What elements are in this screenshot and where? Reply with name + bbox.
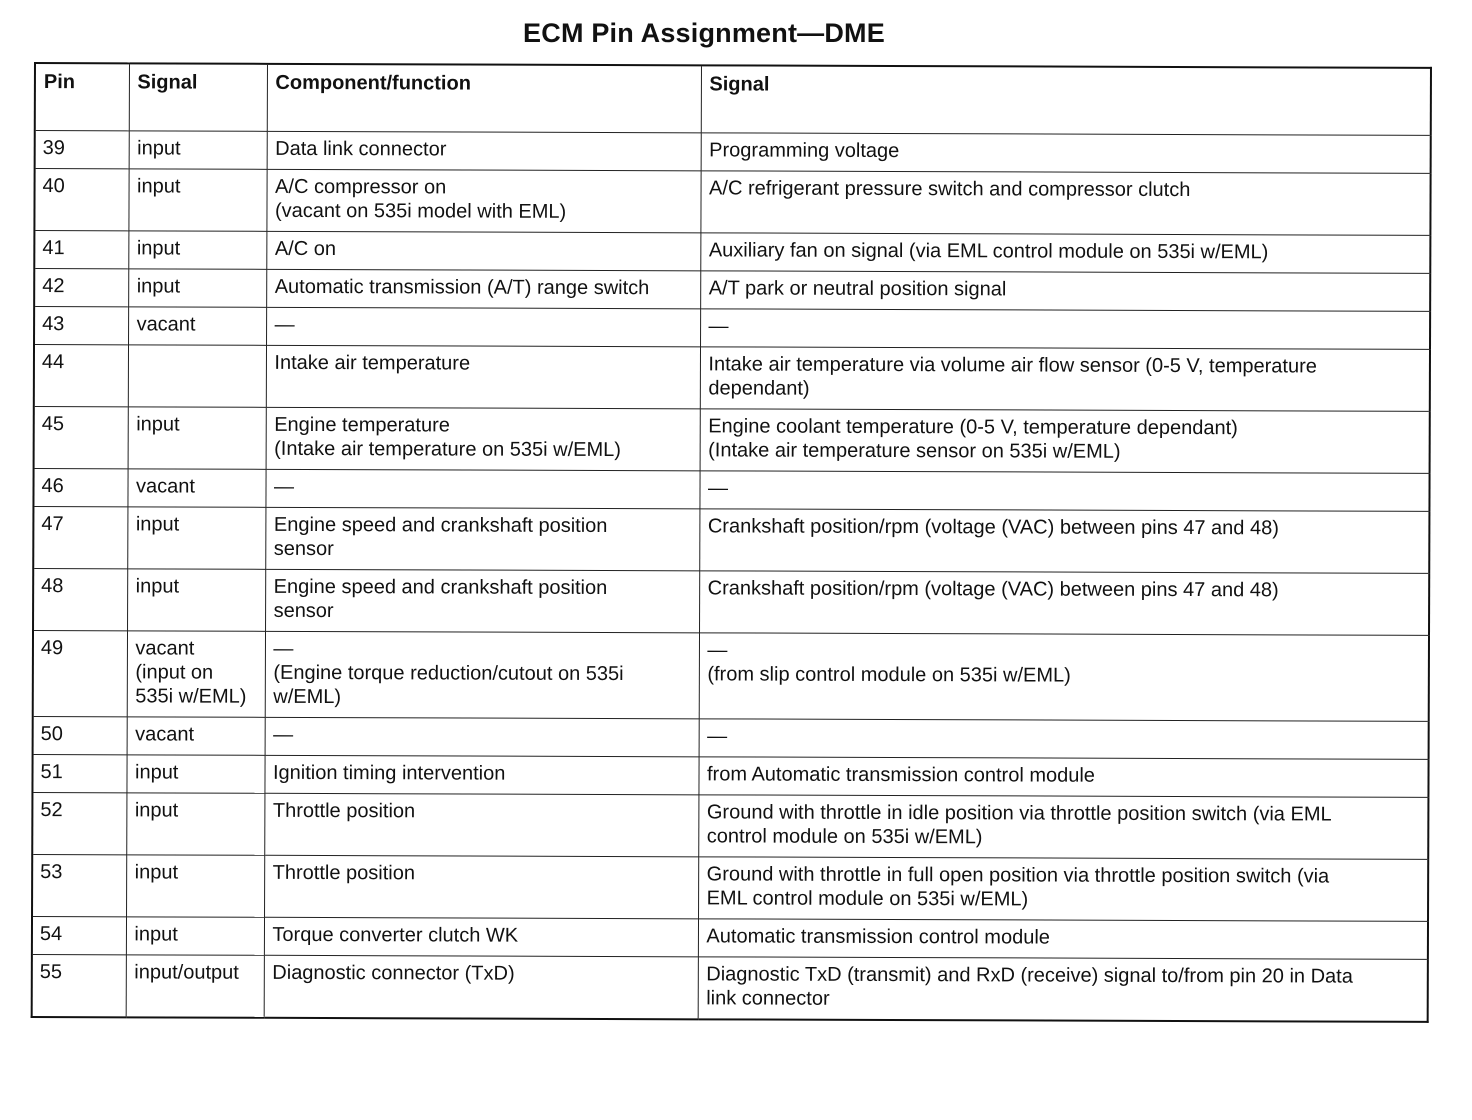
cell-signal-line: (input on — [135, 661, 214, 684]
cell-signal — [126, 793, 264, 855]
table-row — [34, 345, 1430, 412]
cell-signal — [128, 269, 266, 307]
cell-signal-description — [698, 919, 1428, 960]
cell-signal — [127, 569, 265, 631]
cell-signal — [129, 131, 267, 169]
cell-component-function — [266, 231, 700, 271]
cell-signal-description-line: Crankshaft position/rpm (voltage (VAC) between pins 47 and 48) — [707, 577, 1279, 602]
cell-signal — [126, 917, 264, 955]
table-row — [35, 131, 1431, 174]
cell-component-function — [267, 131, 701, 171]
cell-signal — [127, 631, 265, 717]
cell-signal — [128, 345, 266, 407]
cell-pin: 54 — [32, 916, 126, 954]
table-row — [34, 231, 1430, 274]
cell-component-function — [264, 755, 698, 795]
cell-component-function-line: Diagnostic connector (TxD) — [272, 961, 515, 985]
pin-table-container — [31, 62, 1430, 1022]
cell-signal-line: 535i w/EML) — [135, 685, 247, 708]
cell-component-function-line: A/C on — [274, 237, 337, 261]
cell-signal-line: input — [134, 761, 179, 784]
cell-pin: 46 — [33, 469, 127, 507]
cell-signal-description — [700, 309, 1430, 350]
cell-signal-description-line: — — [707, 639, 728, 662]
cell-component-function-line: — — [273, 475, 295, 498]
cell-component-function — [266, 169, 700, 233]
cell-signal-description-line: (Intake air temperature sensor on 535i w/EML) — [708, 439, 1121, 463]
table-row — [33, 507, 1429, 574]
cell-signal-line: input — [134, 861, 179, 884]
cell-pin: 52 — [32, 792, 126, 854]
cell-component-function-line: — — [273, 723, 294, 746]
cell-pin: 48 — [33, 569, 127, 631]
pin-assignment-table — [31, 62, 1432, 1022]
cell-component-function-line: sensor — [273, 537, 334, 561]
cell-signal-line: input — [137, 175, 181, 198]
cell-component-function-line: Engine temperature — [274, 413, 450, 437]
cell-component-function-line: Engine speed and crankshaft position — [273, 575, 608, 600]
cell-pin: 41 — [34, 231, 128, 269]
cell-component-function — [265, 717, 699, 757]
cell-signal-line: input — [135, 575, 180, 598]
cell-signal-description-line: Intake air temperature via volume air flow sensor (0-5 V, temperature — [708, 353, 1317, 378]
cell-component-function-line: Engine speed and crankshaft position — [273, 513, 608, 538]
cell-signal — [128, 169, 266, 231]
table-row — [33, 716, 1429, 759]
cell-signal-line: vacant — [135, 723, 195, 746]
header-pin: Pin — [35, 63, 129, 131]
cell-pin: 45 — [34, 407, 128, 469]
cell-signal — [128, 307, 266, 345]
cell-signal-description-line: Diagnostic TxD (transmit) and RxD (receive) signal to/from pin 20 in Data — [706, 963, 1353, 988]
cell-signal-description — [699, 471, 1429, 512]
cell-signal-line: input — [137, 137, 181, 160]
cell-signal-description — [700, 409, 1430, 474]
cell-pin: 40 — [34, 169, 128, 231]
cell-signal — [127, 717, 265, 755]
cell-signal-description — [698, 757, 1428, 798]
cell-component-function-line: (vacant on 535i model with EML) — [274, 199, 567, 223]
table-row — [32, 854, 1428, 921]
cell-signal-line: input — [134, 799, 179, 822]
cell-signal-description-line: A/T park or neutral position signal — [708, 277, 1007, 301]
cell-signal-line: vacant — [135, 637, 195, 660]
cell-signal-description-line: — — [707, 477, 729, 500]
cell-component-function-line: w/EML) — [273, 685, 342, 709]
cell-component-function-line: (Engine torque reduction/cutout on 535i — [273, 661, 624, 686]
cell-signal-description — [699, 571, 1429, 636]
cell-pin: 43 — [34, 307, 128, 345]
cell-component-function — [264, 855, 698, 919]
cell-component-function-line: Data link connector — [275, 137, 447, 161]
cell-pin: 44 — [34, 345, 128, 407]
cell-signal — [128, 407, 266, 469]
cell-signal-description-line: — — [708, 315, 729, 338]
cell-signal-description-line: from Automatic transmission control module — [706, 763, 1095, 787]
cell-signal — [126, 855, 264, 917]
cell-signal-description — [699, 719, 1429, 760]
header-component-function: Component/function — [267, 64, 701, 133]
cell-signal-description — [700, 233, 1430, 274]
cell-component-function — [266, 307, 700, 347]
header-signal-description: Signal — [701, 65, 1431, 135]
cell-signal-description-line: link connector — [706, 987, 830, 1010]
cell-signal — [126, 755, 264, 793]
cell-signal-description — [698, 957, 1428, 1022]
cell-component-function-line: Intake air temperature — [274, 351, 471, 375]
cell-signal-description — [700, 171, 1430, 236]
cell-signal-description-line: Programming voltage — [709, 139, 900, 163]
cell-component-function-line: (Intake air temperature on 535i w/EML) — [274, 437, 622, 462]
cell-component-function — [264, 793, 698, 857]
cell-component-function-line: Ignition timing intervention — [272, 761, 506, 785]
table-row — [34, 169, 1430, 236]
cell-signal-description-line: A/C refrigerant pressure switch and compressor clutch — [709, 177, 1191, 202]
cell-signal-line: vacant — [135, 475, 195, 498]
page-title: ECM Pin Assignment—DME — [523, 18, 885, 48]
cell-pin: 53 — [32, 854, 126, 916]
cell-signal-description-line: Crankshaft position/rpm (voltage (VAC) between pins 47 and 48) — [707, 515, 1279, 540]
cell-signal-line: input/output — [134, 961, 239, 984]
cell-signal-description-line: Automatic transmission control module — [706, 925, 1050, 949]
cell-pin: 49 — [33, 631, 127, 717]
cell-component-function — [265, 631, 699, 719]
cell-pin: 51 — [32, 754, 126, 792]
table-row — [32, 954, 1428, 1021]
table-row — [34, 307, 1430, 350]
cell-signal — [127, 469, 265, 507]
cell-signal-line: input — [135, 513, 180, 536]
table-row — [34, 407, 1430, 474]
cell-signal — [126, 955, 264, 1017]
table-row — [34, 269, 1430, 312]
cell-signal-description-line: (from slip control module on 535i w/EML) — [707, 663, 1071, 687]
cell-signal-description-line: EML control module on 535i w/EML) — [706, 887, 1029, 911]
cell-signal-description-line: dependant) — [708, 377, 810, 400]
cell-component-function-line: — — [273, 637, 294, 660]
table-header-row — [35, 63, 1431, 135]
cell-component-function — [264, 955, 698, 1019]
cell-component-function-line: A/C compressor on — [275, 175, 447, 199]
cell-component-function — [266, 345, 700, 409]
cell-signal-description — [701, 133, 1431, 174]
cell-component-function-line: Torque converter clutch WK — [272, 923, 519, 947]
cell-signal-description-line: Engine coolant temperature (0-5 V, temperature dependant) — [708, 415, 1238, 440]
cell-signal-description — [699, 509, 1429, 574]
cell-signal-description-line: Ground with throttle in idle position via throttle position switch (via EML — [706, 801, 1332, 826]
cell-pin: 47 — [33, 507, 127, 569]
cell-component-function — [266, 407, 700, 471]
cell-signal-description-line: Auxiliary fan on signal (via EML control module on 535i w/EML) — [708, 239, 1269, 264]
cell-signal-line: input — [136, 413, 180, 436]
cell-pin: 42 — [34, 269, 128, 307]
table-row — [33, 469, 1429, 512]
header-signal: Signal — [129, 63, 267, 131]
table-row — [32, 754, 1428, 797]
cell-component-function-line: sensor — [273, 599, 334, 623]
cell-signal-description-line: Ground with throttle in full open position via throttle position switch (via — [706, 863, 1330, 888]
cell-component-function — [264, 917, 698, 957]
cell-component-function — [265, 469, 699, 509]
cell-component-function — [265, 507, 699, 571]
cell-signal-description — [698, 857, 1428, 922]
cell-signal-description — [698, 795, 1428, 860]
cell-signal-description — [699, 633, 1429, 722]
cell-signal-line: input — [134, 923, 178, 946]
cell-signal-description — [700, 347, 1430, 412]
cell-signal-description — [700, 271, 1430, 312]
cell-pin: 39 — [35, 131, 129, 169]
cell-component-function-line: Throttle position — [272, 799, 416, 823]
cell-signal — [128, 231, 266, 269]
cell-component-function — [266, 269, 700, 309]
table-row — [33, 631, 1429, 722]
cell-pin: 50 — [33, 716, 127, 754]
cell-signal-line: vacant — [136, 313, 196, 336]
table-body — [32, 131, 1431, 1022]
cell-pin: 55 — [32, 954, 126, 1016]
table-row — [32, 916, 1428, 959]
cell-signal-line: input — [136, 275, 181, 298]
cell-signal-description-line: control module on 535i w/EML) — [706, 825, 983, 849]
cell-component-function-line: Automatic transmission (A/T) range switch — [274, 275, 650, 300]
cell-signal-line: input — [136, 237, 181, 260]
cell-component-function-line: — — [274, 313, 295, 336]
cell-component-function — [265, 569, 699, 633]
cell-signal — [127, 507, 265, 569]
table-row — [33, 569, 1429, 636]
cell-component-function-line: Throttle position — [272, 861, 416, 885]
table-row — [32, 792, 1428, 859]
cell-signal-description-line: — — [707, 725, 728, 748]
